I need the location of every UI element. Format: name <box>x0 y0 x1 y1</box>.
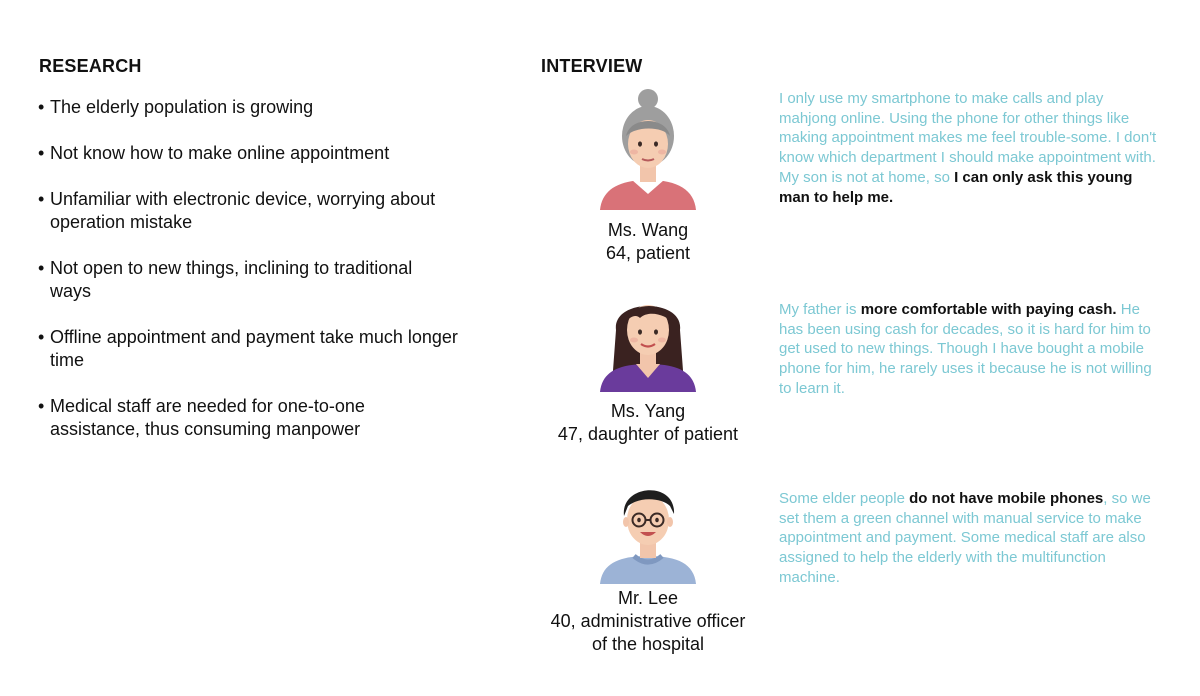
interviewee-role: 64, patient <box>605 243 691 263</box>
research-item-text: Not open to new things, inclining to traditional ways <box>50 258 413 301</box>
research-item-text: Medical staff are needed for one-to-one assistance, thus consuming manpower <box>50 396 365 439</box>
research-item: • Not open to new things, inclining to traditional ways <box>38 257 458 303</box>
interview-heading: INTERVIEW <box>541 56 643 76</box>
interviewee-role-continued: of the hospital <box>591 634 705 654</box>
elderly-woman-avatar-icon <box>596 86 700 210</box>
interview-quote-wang <box>779 89 1157 207</box>
research-item: • Offline appointment and payment take much longer time <box>38 327 458 370</box>
interviewee-name: Mr. Lee <box>617 588 679 608</box>
interviewee-yang <box>530 284 766 446</box>
research-item-text: Unfamiliar with electronic device, worrying about operation mistake <box>50 189 436 232</box>
research-item-text: Offline appointment and payment take much longer time <box>50 327 458 370</box>
quote-text: My father is <box>779 301 861 318</box>
interviewee-name: Ms. Wang <box>607 220 689 240</box>
research-item: • The elderly population is growing <box>38 96 458 119</box>
quote-text: Some elder people <box>779 490 910 507</box>
research-item-text: The elderly population is growing <box>50 97 314 117</box>
quote-text: He has been using cash for decades, so it is hard for him to get used to new things. Though I have bought a mobile phone for him, he rarely uses it because he is not willing to learn it. <box>779 301 1152 397</box>
quote-text: I only use my smartphone to make calls and play mahjong online. Using the phone for other things like making appointment makes me feel trouble-some. I don't know which department I should make appointment with. My son is not at home, so <box>779 90 1157 186</box>
interviewee-name: Ms. Yang <box>610 401 686 421</box>
interview-quote-yang <box>779 300 1157 399</box>
interviewee-lee <box>530 474 766 656</box>
research-item: • Not know how to make online appointment <box>38 142 458 165</box>
research-item: • Medical staff are needed for one-to-one assistance, thus consuming manpower <box>38 395 458 441</box>
research-list <box>38 96 458 464</box>
interview-quote-lee <box>779 489 1157 588</box>
quote-emphasis: do not have mobile phones <box>909 490 1104 507</box>
interviewee-role: 47, daughter of patient <box>557 424 739 444</box>
research-item: • Unfamiliar with electronic device, worrying about operation mistake <box>38 188 458 234</box>
research-heading: RESEARCH <box>39 56 142 76</box>
quote-emphasis: I can only ask this young man to help me. <box>779 168 1133 206</box>
woman-avatar-icon <box>596 284 700 392</box>
quote-text: , so we set them a green channel with manual service to make appointment and payment. Some medical staff are also assigned to help the elderly with the multifunction machine. <box>779 490 1151 586</box>
man-with-glasses-avatar-icon <box>596 474 700 584</box>
research-item-text: Not know how to make online appointment <box>50 143 390 163</box>
quote-emphasis: more comfortable with paying cash. <box>860 301 1117 318</box>
interviewee-role: 40, administrative officer <box>550 611 746 631</box>
interviewee-wang <box>530 86 766 265</box>
